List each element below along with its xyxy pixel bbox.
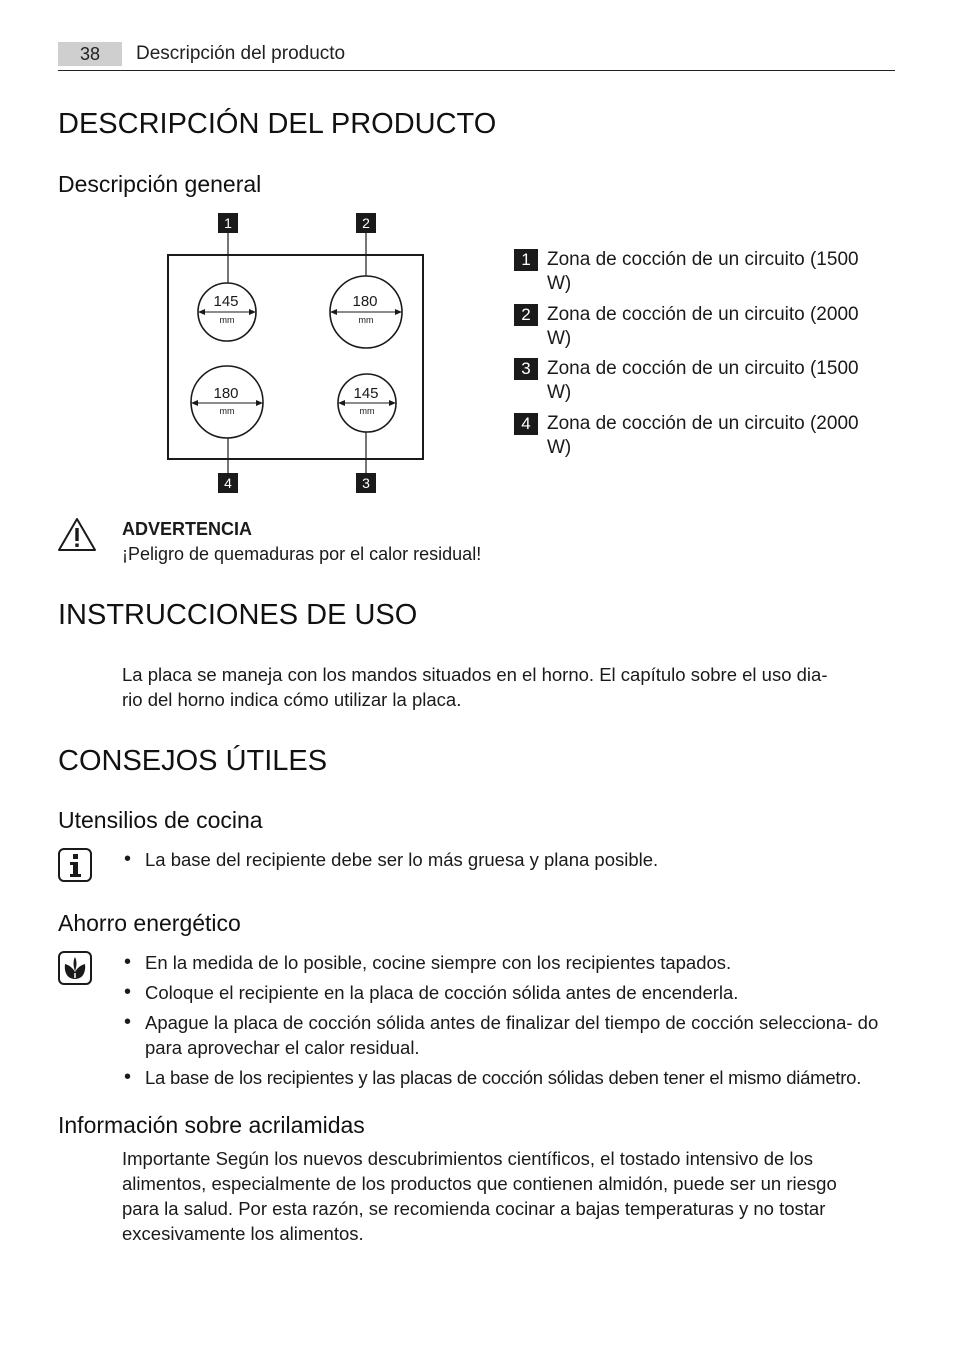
- zone-3-unit: mm: [359, 406, 375, 416]
- page-number: 38: [58, 42, 122, 66]
- svg-text:4: 4: [224, 475, 232, 491]
- acrylamide-line-1: Importante Según los nuevos descubrimientos científicos, el tostado intensivo de los: [122, 1148, 814, 1169]
- cooking-zone-4: [191, 366, 263, 438]
- zone-2-diameter: 180: [352, 293, 378, 310]
- warning-title: ADVERTENCIA: [122, 519, 253, 539]
- list-item: • En la medida de lo posible, cocine siempre con los recipientes tapados.: [122, 950, 897, 975]
- legend-text: Zona de cocción de un circuito (1500 W): [547, 249, 859, 294]
- running-header: Descripción del producto: [136, 43, 346, 64]
- hob-diagram: [160, 205, 440, 500]
- cooking-zone-3: [338, 374, 396, 432]
- list-item: • Apague la placa de cocción sólida antes de finalizar del tiempo de cocción selecciona- do para aprovechar el calor residual.: [122, 1010, 897, 1060]
- subsection-title-cookware: Utensilios de cocina: [58, 807, 263, 833]
- instructions-line-2: rio del horno indica cómo utilizar la placa.: [122, 689, 462, 710]
- info-icon: [58, 848, 92, 882]
- svg-text:3: 3: [362, 475, 370, 491]
- list-item: • Coloque el recipiente en la placa de cocción sólida antes de encenderla.: [122, 980, 897, 1005]
- legend-number: 4: [514, 413, 538, 435]
- list-item: • La base del recipiente debe ser lo más gruesa y plana posible.: [122, 847, 897, 872]
- zone-1-diameter: 145: [213, 293, 239, 310]
- callout-2: [356, 213, 376, 233]
- energy-bullet-list: [122, 950, 897, 1095]
- zone-3-diameter: 145: [353, 385, 379, 402]
- legend-number: 1: [514, 249, 538, 271]
- legend-text: Zona de cocción de un circuito (1500 W): [547, 358, 859, 403]
- warning-text: ¡Peligro de quemaduras por el calor residual!: [122, 544, 482, 564]
- legend-item-3: [514, 357, 894, 405]
- zone-4-diameter: 180: [213, 385, 239, 402]
- callout-4: [218, 473, 238, 493]
- list-item: • La base de los recipientes y las placas de cocción sólidas deben tener el mismo diámetro.: [122, 1065, 897, 1090]
- important-label: Importante: [122, 1148, 211, 1169]
- legend-text: Zona de cocción de un circuito (2000 W): [547, 413, 859, 458]
- legend-number: 3: [514, 358, 538, 380]
- header-divider: [58, 70, 895, 71]
- legend-item-4: [514, 412, 894, 460]
- legend-item-2: [514, 303, 894, 351]
- section-title-product-description: DESCRIPCIÓN DEL PRODUCTO: [58, 108, 497, 140]
- acrylamide-line-2: alimentos, especialmente de los productos que contienen almidón, puede ser un riesgo: [122, 1173, 837, 1194]
- callout-1: [218, 213, 238, 233]
- svg-text:1: 1: [224, 215, 232, 231]
- acrylamide-line-4: excesivamente los alimentos.: [122, 1223, 364, 1244]
- cooking-zone-1: [198, 283, 256, 341]
- instructions-line-1: La placa se maneja con los mandos situados en el horno. El capítulo sobre el uso dia-: [122, 664, 828, 685]
- callout-3: [356, 473, 376, 493]
- section-title-instructions: INSTRUCCIONES DE USO: [58, 599, 418, 631]
- cookware-bullet-list: [122, 847, 897, 877]
- warning-triangle-icon: [57, 517, 97, 553]
- subsection-title-energy-saving: Ahorro energético: [58, 910, 241, 936]
- subsection-title-acrylamide: Información sobre acrilamidas: [58, 1112, 365, 1138]
- svg-text:2: 2: [362, 215, 370, 231]
- legend-item-1: [514, 248, 894, 296]
- zone-4-unit: mm: [219, 406, 235, 416]
- acrylamide-line-3: para la salud. Por esta razón, se recomienda cocinar a bajas temperaturas y no tostar: [122, 1198, 826, 1219]
- eco-leaf-icon: [58, 951, 92, 985]
- zone-1-unit: mm: [219, 315, 235, 325]
- legend-number: 2: [514, 304, 538, 326]
- section-title-tips: CONSEJOS ÚTILES: [58, 745, 328, 777]
- zone-2-unit: mm: [358, 315, 374, 325]
- subsection-title-general: Descripción general: [58, 171, 262, 197]
- legend-text: Zona de cocción de un circuito (2000 W): [547, 304, 859, 349]
- cooking-zone-2: [330, 276, 402, 348]
